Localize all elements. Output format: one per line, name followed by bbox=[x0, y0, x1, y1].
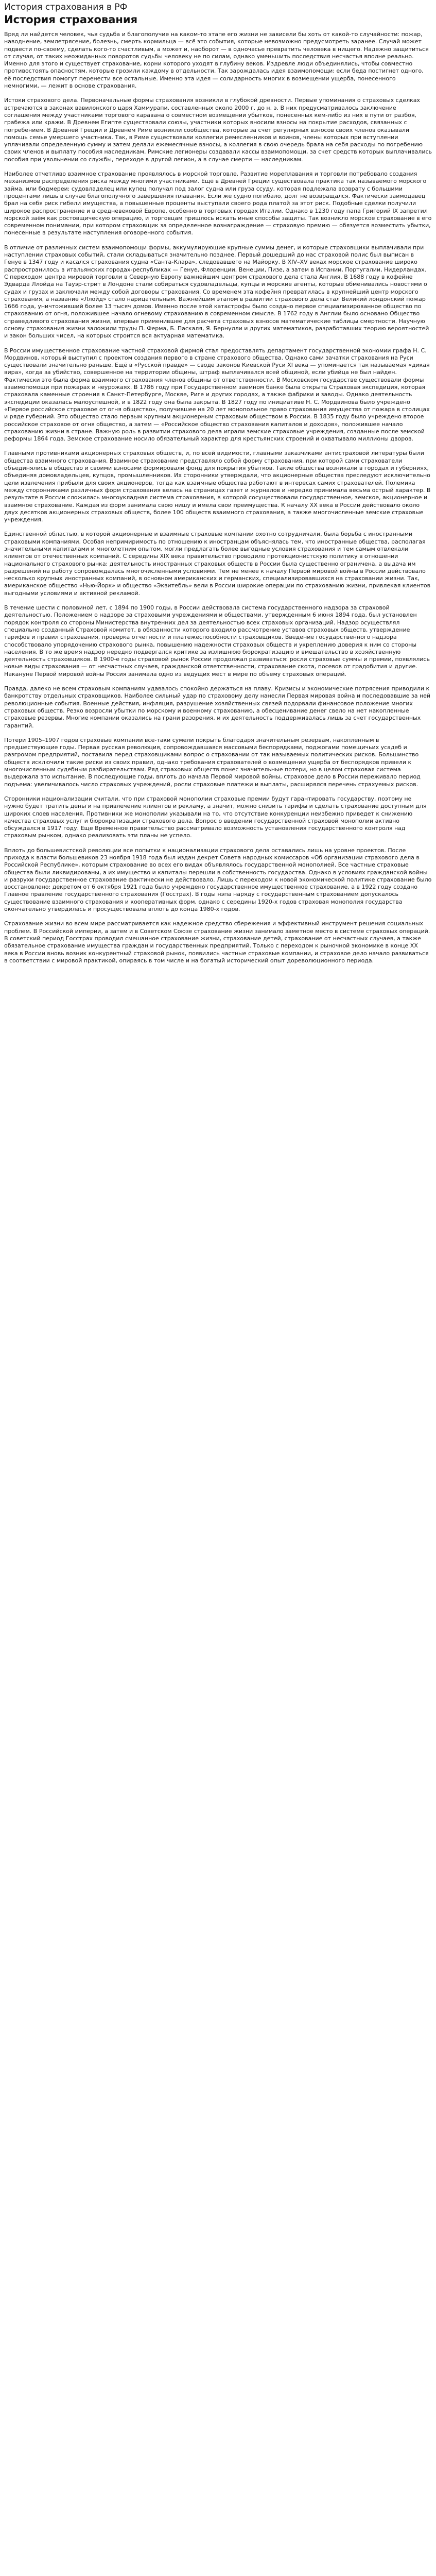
paragraph: Единственной областью, в которой акционерные и взаимные страховые компании охотно сотрудничали, была борьба с иностранными страховыми компаниями. Особая непримиримость по отношению к иностранцам объяснялась тем, что иностранные общества, располагая значительными капиталами и многолетним опытом, могли предлагать более выгодные условия страхования и тем самым отвлекали клиентов от отечественных компаний. С середины XIX века правительство проводило протекционистскую политику в отношении национального страхового рынка: деятельность иностранных страховых обществ в России была существенно ограничена, а выдача им разрешений на работу сопровождалась многочисленными условиями. Тем не менее к началу Первой мировой войны в России действовало несколько крупных иностранных компаний, в основном американских и германских, специализировавшихся на страховании жизни. Так, американское общество «Нью-Йорк» и общество «Эквитебль» вели в России широкие операции по страхованию жизни, привлекая клиентов выгодными условиями и активной рекламой. bbox=[4, 531, 431, 597]
paragraph: Главными противниками акционерных страховых обществ, и, по всей видимости, главными заказчиками антистраховой литературы были общества взаимного страхования. Взаимное страхование представляло собой форму страхования, при которой сами страхователи объединялись в общество и своими взносами формировали фонд для покрытия убытков. Такие общества возникали в городах и губерниях, объединяя домовладельцев, купцов, промышленников. Их сторонники утверждали, что акционерные общества преследуют исключительно цели извлечения прибыли для своих акционеров, тогда как взаимные общества работают в интересах самих страхователей. Полемика между сторонниками различных форм страхования велась на страницах газет и журналов и нередко принимала весьма острый характер. В результате в России сложилась многоукладная система страхования, в которой сосуществовали государственное, земское, акционерное и взаимное страхование. Каждая из форм занимала свою нишу и имела свои преимущества. К началу XX века в России действовало около двух десятков акционерных страховых обществ, более 100 обществ взаимного страхования, а также многочисленные земские страховые учреждения. bbox=[4, 450, 431, 523]
paragraph: В отличие от различных систем взаимопомощи формы, аккумулирующие крупные суммы денег, и которые страховщики выплачивали при наступлении страховых событий, стали складываться значительно позднее. Первый дошедший до нас страховой полис был выписан в Генуе в 1347 году и касался страхования судна «Санта-Клара», следовавшего на Майорку. В XIV–XV веках морское страхование широко распространилось в итальянских городах-республиках — Генуе, Флоренции, Венеции, Пизе, а затем в Испании, Португалии, Нидерландах. С переходом центра мировой торговли в Северную Европу важнейшим центром страхового дела стала Англия. В 1688 году в кофейне Эдварда Ллойда на Тауэр-стрит в Лондоне стали собираться судовладельцы, купцы и морские агенты, которые обменивались новостями о судах и грузах и заключали между собой договоры страхования. Со временем эта кофейня превратилась в крупнейший центр морского страхования, а название «Ллойд» стало нарицательным. Важнейшим этапом в развитии страхового дела стал Великий лондонский пожар 1666 года, уничтоживший более 13 тысяч домов. Именно после этой катастрофы было создано первое специализированное общество по страхованию от огня, положившее начало огневому страхованию в современном смысле. В 1762 году в Англии было основано Общество справедливого страхования жизни, впервые применившее для расчета страховых взносов математические таблицы смертности. Научную основу страхования жизни заложили труды П. Ферма, Б. Паскаля, Я. Бернулли и других математиков, разработавших теорию вероятностей и закон больших чисел, на которых строится вся актуарная математика. bbox=[4, 244, 429, 340]
paragraph: Страхование жизни во всем мире рассматривается как надежное средство сбережения и эффективный инструмент решения социальных проблем. В Российской империи, а затем и в Советском Союзе страхование жизни занимало заметное место в системе страховых операций. В советский период Госстрах проводил смешанное страхование жизни, страхование детей, страхование от несчастных случаев, а также обязательное страхование имущества граждан и государственных предприятий. Только с переходом к рыночной экономике в конце XX века в России вновь возник конкурентный страховой рынок, появились частные страховые компании, и страховое дело начало развиваться в соответствии с мировой практикой, опираясь в том числе и на богатый исторический опыт дореволюционного периода. bbox=[4, 920, 430, 964]
paragraph: Вплоть до большевистской революции все попытки к национализации страхового дела оставались лишь на уровне проектов. После прихода к власти большевиков 23 ноября 1918 года был издан декрет Совета народных комиссаров «Об организации страхового дела в Российской Республике», которым страхование во всех его видах объявлялось государственной монополией. Все частные страховые общества были ликвидированы, а их имущество и капиталы перешли в собственность государства. Однако в условиях гражданской войны и разрухи государственное страхование фактически не действовало. Лишь с переходом к новой экономической политике страхование было восстановлено: декретом от 6 октября 1921 года было учреждено государственное имущественное страхование, а в 1922 году создано Главное правление государственного страхования (Госстрах). В годы нэпа наряду с государственным страхованием допускалось существование взаимного страхования и кооперативных форм, однако с середины 1920-х годов страховая монополия государства окончательно утвердилась и просуществовала вплоть до конца 1980-х годов. bbox=[4, 846, 432, 913]
paragraph: Правда, далеко не всем страховым компаниям удавалось спокойно держаться на плаву. Кризисы и экономические потрясения приводили к банкротству отдельных страховщиков. Наиболее сильный удар по страховому делу нанесли Первая мировая война и последовавшие за ней революционные события. Военные действия, инфляция, разрушение хозяйственных связей подорвали финансовое положение многих страховых обществ. Резко возросли убытки по морскому и военному страхованию, а обесценивание денег свело на нет накопленные страховые резервы. Многие компании оказались на грани разорения, и их деятельность поддерживалась лишь за счет государственных гарантий. bbox=[4, 685, 431, 729]
paragraph: Истоки страхового дела. Первоначальные формы страхования возникли в глубокой древности. Первые упоминания о страховых сделках встречаются в законах вавилонского царя Хаммурапи, составленных около 2000 г. до н. э. В них предусматривалось заключение соглашения между участниками торгового каравана о совместном возмещении убытков, понесенных кем-либо из них в пути от разбоя, грабежа или кражи. В Древнем Египте существовали союзы, участники которых вносили взносы на покрытие расходов, связанных с погребением. В Древней Греции и Древнем Риме возникли сообщества, которые за счет регулярных взносов своих членов оказывали помощь семье умершего участника. Так, в Риме существовали коллегии ремесленников и воинов, члены которых при вступлении уплачивали определенную сумму и затем делали ежемесячные взносы, а коллегия в свою очередь брала на себя расходы по погребению своих членов и выплату пособия наследникам. Римские легионеры создавали кассы взаимопомощи, за счет средств которых выплачивались пособия при увольнении со службы, переходе в другой легион, а в случае смерти — наследникам. bbox=[4, 97, 432, 163]
paragraph: Потери 1905–1907 годов страховые компании все-таки сумели покрыть благодаря значительным резервам, накопленным в предшествующие годы. Первая русская революция, сопровождавшаяся массовыми беспорядками, поджогами помещичьих усадеб и разгромом предприятий, поставила перед страховщиками вопрос о страховании от так называемых политических рисков. Большинство обществ исключили такие риски из своих правил, однако требования страхователей о возмещении ущерба от беспорядков привели к многочисленным судебным разбирательствам. Ряд страховых обществ понес значительные потери, но в целом страховая система выдержала это испытание. В последующие годы, вплоть до начала Первой мировой войны, страховое дело в России переживало период подъема: увеличивалось число страховых учреждений, росли страховые платежи и выплаты, расширялся перечень страхуемых рисков. bbox=[4, 736, 421, 788]
article-body bbox=[4, 31, 432, 964]
page bbox=[0, 0, 436, 964]
paragraph: Наиболее отчетливо взаимное страхование проявлялось в морской торговле. Развитие мореплавания и торговли потребовало создания механизмов распределения риска между многими участниками. Ещё в Древней Греции существовала практика так называемого морского займа, или бодмереи: судовладелец или купец получал под залог судна или груза ссуду, которая подлежала возврату с большими процентами лишь в случае благополучного завершения плавания. Если же судно погибало, долг не возвращался. Фактически заимодавец брал на себя риск гибели имущества, а повышенные проценты выступали своего рода платой за этот риск. Подобные сделки получили широкое распространение и в средневековой Европе, особенно в торговых городах Италии. Однако в 1230 году папа Григорий IX запретил морской заём как ростовщическую операцию, и торговцам пришлось искать иные способы защиты. Так возникло морское страхование в его современном понимании, при котором страховщик за определенное вознаграждение — страховую премию — обязуется возместить убытки, понесенные в результате наступления оговоренного события. bbox=[4, 171, 432, 236]
paragraph: В России имущественное страхование частной страховой фирмой стал предоставлять департамент государственной экономии графа Н. С. Мордвинов, который выступил с проектом создания первого в стране страхового общества. Однако сами зачатки страхования на Руси существовали значительно раньше. Ещё в «Русской правде» — своде законов Киевской Руси XI века — упоминается так называемая «дикая вира», когда за убийство, совершенное на территории общины, штраф выплачивался всей общиной, если убийца не был найден. Фактически это была форма взаимного страхования членов общины от ответственности. В Московском государстве существовали формы взаимопомощи при пожарах и неурожаях. В 1786 году при Государственном заемном банке была открыта Страховая экспедиция, которая страховала каменные строения в Санкт-Петербурге, Москве, Риге и других городах, а также фабрики и заводы. Однако деятельность экспедиции оказалась малоуспешной, и в 1822 году она была закрыта. В 1827 году по инициативе Н. С. Мордвинова было учреждено «Первое российское страховое от огня общество», получившее на 20 лет монопольное право страхования имущества от пожара в столицах и ряде губерний. Это общество стало первым крупным акционерным страховым обществом в России. В 1835 году было учреждено второе российское страховое от огня общество, а затем — «Российское общество страхования капиталов и доходов», положившее начало страхованию жизни в стране. Важную роль в развитии страхового дела играли земские страховые учреждения, созданные после земской реформы 1864 года. Земское страхование носило обязательный характер для крестьянских строений и охватывало миллионы дворов. bbox=[4, 347, 430, 443]
page-title: История страхования bbox=[4, 13, 138, 26]
paragraph: Вряд ли найдется человек, чья судьба и благополучие на каком-то этапе его жизни не зависели бы хоть от какой-то случайности: пожар, наводнение, землетрясение, болезнь, смерть кормильца — всё это события, которые невозможно предусмотреть заранее. Случай может подвести по-своему, сделать кого-то счастливым, а может и, наоборот — в одночасье превратить человека в нищего. Надежно защититься от случая, от таких неожиданных поворотов судьбы человеку не по силам, однако уменьшить последствия несчастья вполне реально. Именно для этого и существует страхование, корни которого уходят в глубину веков. Издревле люди объединялись, чтобы совместно противостоять опасностям, которые грозили каждому в отдельности. Так зарождалась идея взаимопомощи: если беда постигнет одного, её последствия помогут перенести все остальные. Именно эта идея — солидарность многих в возмещении ущерба, понесенного немногими, — лежит в основе страхования. bbox=[4, 31, 429, 90]
paragraph: В течение шести с половиной лет, с 1894 по 1900 годы, в России действовала система государственного надзора за страховой деятельностью. Положением о надзоре за страховыми учреждениями и обществами, утвержденным 6 июня 1894 года, был установлен порядок контроля со стороны Министерства внутренних дел за деятельностью всех страховых организаций. Надзор осуществлял специально созданный Страховой комитет, в обязанности которого входило рассмотрение уставов страховых обществ, утверждение тарифов и правил страхования, проверка отчетности и платежеспособности страховщиков. Введение государственного надзора способствовало упорядочению страхового рынка, повышению надежности страховых обществ и укреплению доверия к ним со стороны населения. В то же время надзор нередко подвергался критике за излишнюю бюрократизацию и вмешательство в хозяйственную деятельность страховщиков. В 1900-е годы страховой рынок России продолжал развиваться: росли страховые суммы и премии, появлялись новые виды страхования — от несчастных случаев, гражданской ответственности, страхование скота, посевов от градобития и другие. Накануне Первой мировой войны Россия занимала одно из ведущих мест в мире по объему страховых операций. bbox=[4, 604, 430, 677]
breadcrumb[interactable]: История страхования в РФ bbox=[4, 2, 128, 12]
paragraph: Сторонники национализации считали, что при страховой монополии страховые премии будут гарантировать государству, поэтому не нужно будет тратить деньги на привлечение клиентов и рекламу, а значит, можно снизить тарифы и сделать страхование доступным для широких слоев населения. Противники же монополии указывали на то, что отсутствие конкуренции неизбежно приведет к снижению качества страховых услуг и бюрократизации страхового дела. Вопрос о введении государственной страховой монополии активно обсуждался в 1917 году. Еще Временное правительство рассматривало возможность установления государственного контроля над страховым рынком, однако реализовать эти планы не успело. bbox=[4, 795, 427, 839]
